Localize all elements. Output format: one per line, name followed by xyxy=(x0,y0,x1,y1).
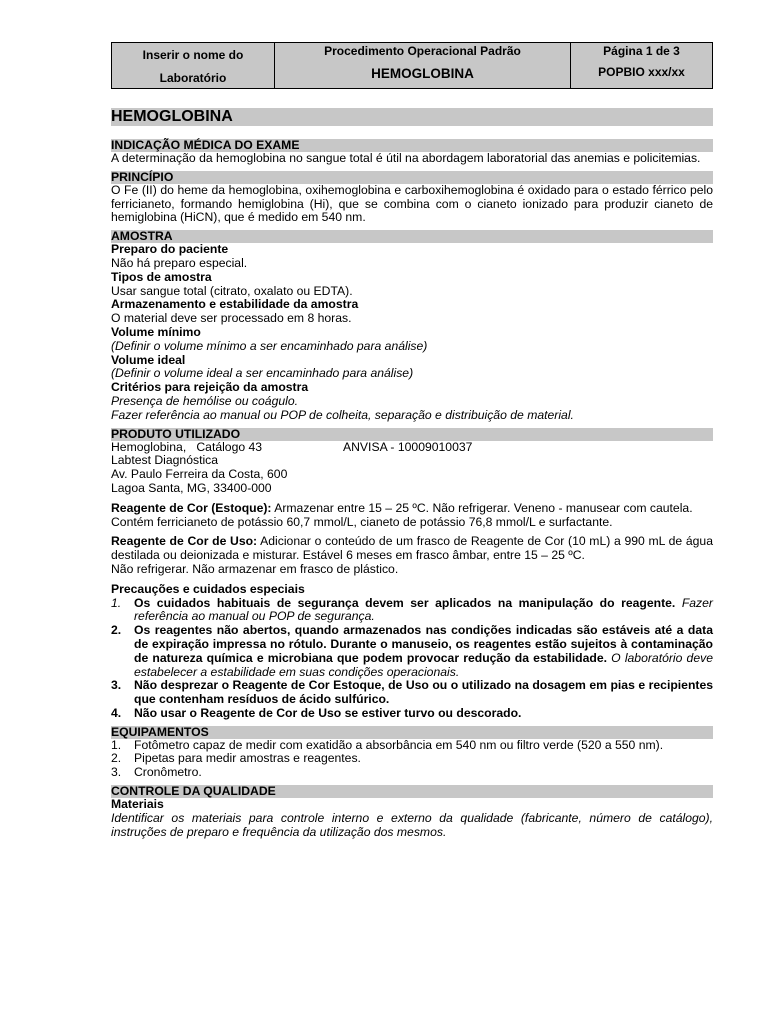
tipos-text: Usar sangue total (citrato, oxalato ou EDTA). xyxy=(111,283,353,298)
precaucoes-list xyxy=(111,597,713,721)
criterios-label: Critérios para rejeição da amostra xyxy=(111,380,309,395)
precaucoes-heading: Precauções e cuidados especiais xyxy=(111,581,305,596)
materiais-text: Identificar os materiais para controle interno e externo da qualidade (fabricante, número de catálogo), instruções de preparo e frequência da utilização dos mesmos. xyxy=(111,810,713,839)
document-body xyxy=(111,108,713,839)
list-number: 1. xyxy=(111,595,122,610)
precaucao-bold: Os reagentes não abertos, quando armazenados nas condições indicadas são estáveis até a data de expiração impressa no rótulo. Durante o manuseio, os reagentes estão sujeitos à contaminação de natureza química e microbiana que podem provocar redução da estabilidade. xyxy=(134,623,713,665)
list-number: 2. xyxy=(111,623,122,638)
criterios-text1: Presença de hemólise ou coágulo. xyxy=(111,393,298,408)
list-item xyxy=(111,766,713,780)
reagente-uso-note: Não refrigerar. Não armazenar em frasco de plástico. xyxy=(111,561,399,576)
page-title: HEMOGLOBINA xyxy=(111,108,713,126)
header-lab-cell xyxy=(112,43,275,88)
list-number: 1. xyxy=(111,737,122,752)
product-row xyxy=(111,441,713,455)
equipamento-text: Cronômetro. xyxy=(134,765,202,780)
lab-name-line2: Laboratório xyxy=(159,71,227,85)
anvisa-number: ANVISA - 10009010037 xyxy=(343,439,473,454)
armazenamento-text: O material deve ser processado em 8 horas. xyxy=(111,311,352,326)
tipos-label: Tipos de amostra xyxy=(111,269,212,284)
volume-ideal-label: Volume ideal xyxy=(111,352,186,367)
manufacturer-address: Av. Paulo Ferreira da Costa, 600 xyxy=(111,467,288,482)
reagente-uso-label: Reagente de Cor de Uso: xyxy=(111,534,258,549)
reagente-estoque-label: Reagente de Cor (Estoque): xyxy=(111,500,272,515)
precaucao-bold: Não usar o Reagente de Cor de Uso se estiver turvo ou descorado. xyxy=(134,705,522,720)
preparo-text: Não há preparo especial. xyxy=(111,255,248,270)
header-table xyxy=(111,42,713,89)
list-number: 3. xyxy=(111,765,122,780)
list-number: 2. xyxy=(111,751,122,766)
doc-type: Procedimento Operacional Padrão xyxy=(324,44,521,58)
lab-name-line1: Inserir o nome do xyxy=(142,48,244,62)
equipamento-text: Fotômetro capaz de medir com exatidão a absorbância em 540 nm ou filtro verde (520 a 550 nm). xyxy=(134,737,664,752)
section-heading-amostra: AMOSTRA xyxy=(111,230,713,243)
doc-code: POPBIO xxx/xx xyxy=(598,65,685,79)
volume-minimo-text: (Definir o volume mínimo a ser encaminhado para análise) xyxy=(111,338,428,353)
reagente-estoque xyxy=(111,502,713,516)
doc-title: HEMOGLOBINA xyxy=(371,66,474,81)
reagente-estoque-composicao: Contém ferricianeto de potássio 60,7 mmol/L, cianeto de potássio 76,8 mmol/L e surfactante. xyxy=(111,514,613,529)
precaucao-bold: Os cuidados habituais de segurança devem ser aplicados na manipulação do reagente. xyxy=(134,595,676,610)
criterios-text2: Fazer referência ao manual ou POP de colheita, separação e distribuição de material. xyxy=(111,407,574,422)
reagente-uso-text: Adicionar o conteúdo de um frasco de Reagente de Cor (10 mL) a 990 mL de água destilada ou deionizada e misturar. Estável 6 meses em frasco âmbar, entre 15 – 25 ºC. xyxy=(111,534,713,563)
armazenamento-label: Armazenamento e estabilidade da amostra xyxy=(111,297,359,312)
reagente-uso xyxy=(111,535,713,563)
section-heading-produto: PRODUTO UTILIZADO xyxy=(111,428,713,441)
list-number: 3. xyxy=(111,678,122,693)
manufacturer: Labtest Diagnóstica xyxy=(111,453,219,468)
precaucao-italic: O laboratório deve estabelecer a estabilidade em suas condições operacionais. xyxy=(134,650,713,679)
equipamento-text: Pipetas para medir amostras e reagentes. xyxy=(134,751,361,766)
precaucao-italic: Fazer referência ao manual ou POP de segurança. xyxy=(134,595,713,624)
header-procedure-cell xyxy=(275,43,571,88)
section-heading-principio: PRINCÍPIO xyxy=(111,171,713,184)
list-item xyxy=(111,597,713,625)
principio-text: O Fe (II) do heme da hemoglobina, oxihemoglobina e carboxihemoglobina é oxidado para o estado férrico pelo ferricianeto, formando hemiglobina (Hi), que se combina com o cianeto ionizado para produzir cianeto de hemiglobina (HiCN), que é medido em 540 nm. xyxy=(111,182,713,225)
section-heading-indicacao: INDICAÇÃO MÉDICA DO EXAME xyxy=(111,139,713,152)
page-info: Página 1 de 3 xyxy=(603,44,680,58)
section-heading-equipamentos: EQUIPAMENTOS xyxy=(111,726,713,739)
list-item xyxy=(111,752,713,766)
list-item xyxy=(111,679,713,707)
preparo-label: Preparo do paciente xyxy=(111,242,229,257)
reagente-estoque-text: Armazenar entre 15 – 25 ºC. Não refrigerar. Veneno - manusear com cautela. xyxy=(271,500,693,515)
product-name: Hemoglobina, Catálogo 43 xyxy=(111,439,263,454)
equipamentos-list xyxy=(111,739,713,780)
header-page-cell xyxy=(571,43,712,88)
indicacao-text: A determinação da hemoglobina no sangue total é útil na abordagem laboratorial das anemias e policitemias. xyxy=(111,151,701,165)
volume-minimo-label: Volume mínimo xyxy=(111,324,201,339)
list-item xyxy=(111,707,713,721)
list-item xyxy=(111,624,713,679)
list-number: 4. xyxy=(111,705,122,720)
section-heading-controle: CONTROLE DA QUALIDADE xyxy=(111,785,713,798)
manufacturer-city: Lagoa Santa, MG, 33400-000 xyxy=(111,480,272,495)
materiais-label: Materiais xyxy=(111,797,164,812)
volume-ideal-text: (Definir o volume ideal a ser encaminhado para análise) xyxy=(111,366,414,381)
list-item xyxy=(111,739,713,753)
precaucao-bold: Não desprezar o Reagente de Cor Estoque, de Uso ou o utilizado na dosagem em pias e recipientes que contenham resíduos de ácido sulfúrico. xyxy=(134,678,713,707)
